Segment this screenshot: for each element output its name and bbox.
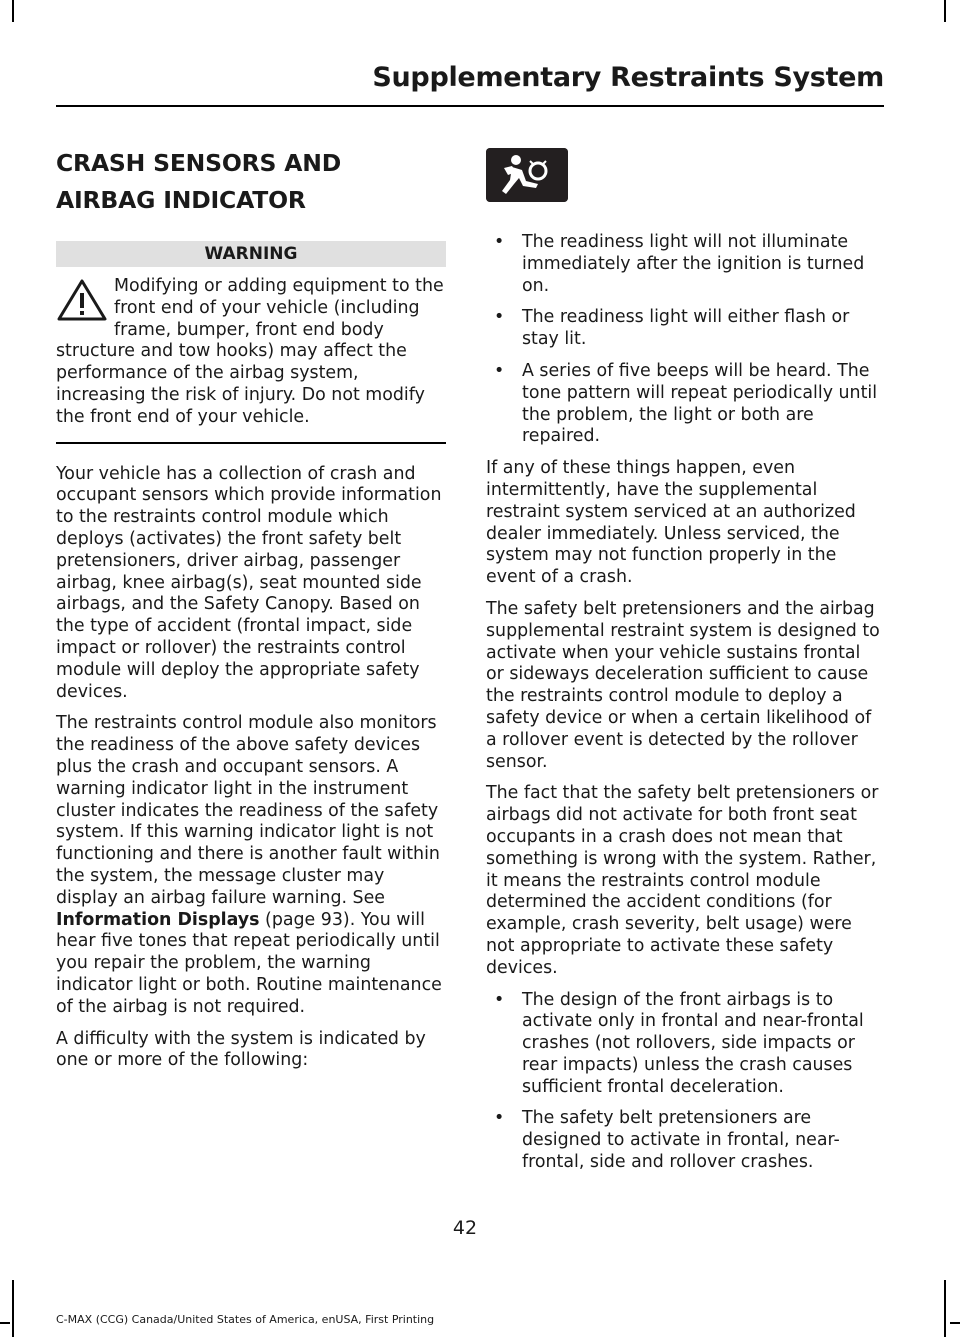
right-paragraph-2: The safety belt pretensioners and the airbag supplemental restraint system is designed to activate when your vehicle sustains frontal or sideways deceleration sufficient to cause the restraints control module to deploy a safety device or when a certain likelihood of a rollover event is detected by the rollover sensor.: [486, 598, 880, 772]
information-displays-link[interactable]: Information Displays: [56, 909, 260, 930]
section-title-line1: CRASH SENSORS AND: [56, 149, 342, 177]
left-paragraph-2-before: The restraints control module also monitors the readiness of the above safety devices plus the crash and occupant sensors. A warning indicator light in the instrument cluster indicates the readiness of the safety system. If this warning indicator light is not functioning and there is another fault within the system, the message cluster may display an airbag failure warning. See: [56, 713, 440, 908]
readiness-bullet-list: [486, 232, 880, 448]
warning-label: WARNING: [56, 241, 446, 267]
crop-mark-bottom-right-h: [950, 1322, 960, 1324]
list-item: • The readiness light will not illuminate immediately after the ignition is turned on.: [486, 232, 880, 297]
crop-mark-top-left: [12, 0, 14, 22]
section-title: [56, 145, 446, 219]
crop-mark-bottom-left: [12, 1280, 14, 1337]
activation-bullet-list: [486, 990, 880, 1174]
left-paragraph-2-after: (page 93). You will hear five tones that repeat periodically until you repair the problem, the warning indicator light or both. Routine maintenance of the airbag is not required.: [56, 909, 442, 1017]
right-paragraph-1: If any of these things happen, even intermittently, have the supplemental restraint system serviced at an authorized dealer immediately. Unless serviced, the system may not function properly in the event of a crash.: [486, 458, 856, 588]
left-paragraph-3: A difficulty with the system is indicated by one or more of the following:: [56, 1028, 426, 1071]
right-column: [486, 145, 880, 1184]
warning-box: [56, 241, 446, 444]
crop-mark-bottom-left-h: [0, 1322, 10, 1324]
page-header-title: Supplementary Restraints System: [372, 62, 884, 93]
right-paragraph-3: The fact that the safety belt pretensioners or airbags did not activate for both front seat occupants in a crash does not mean that something is wrong with the system. Rather, it means the restraints control module determined the accident conditions (for example, crash severity, belt usage) were not appropriate to activate these safety devices.: [486, 783, 879, 978]
left-paragraph-2: [56, 713, 446, 1018]
list-item: • The design of the front airbags is to activate only in frontal and near-frontal crashes (not rollovers, side impacts or rear impacts) unless the crash causes sufficient frontal deceleration.: [486, 990, 880, 1099]
footer-text: C-MAX (CCG) Canada/United States of America, enUSA, First Printing: [56, 1313, 435, 1326]
warning-text: Modifying or adding equipment to the front end of your vehicle (including frame, bumper, front end body structure and tow hooks) may affect the performance of the airbag system, increasing the risk of injury. Do not modify the front end of your vehicle.: [56, 276, 444, 427]
header-rule: [56, 105, 884, 107]
section-title-line2: AIRBAG INDICATOR: [56, 186, 306, 214]
page-number: 42: [452, 1217, 478, 1239]
list-item: • A series of five beeps will be heard. The tone pattern will repeat periodically until the problem, the light or both are repaired.: [486, 361, 880, 448]
warning-body: [56, 276, 446, 444]
list-item: • The safety belt pretensioners are designed to activate in frontal, near-frontal, side and rollover crashes.: [486, 1108, 880, 1173]
left-column: [56, 145, 446, 1082]
crop-mark-bottom-right: [944, 1280, 946, 1337]
crop-mark-top-right: [944, 0, 946, 22]
warning-triangle-icon: [56, 278, 108, 322]
list-item: • The readiness light will either flash or stay lit.: [486, 307, 880, 351]
airbag-indicator-icon: [486, 148, 568, 202]
left-paragraph-1: Your vehicle has a collection of crash and occupant sensors which provide information to the restraints control module which deploys (activates) the front safety belt pretensioners, driver airbag, passenger airbag, knee airbag(s), seat mounted side airbags, and the Safety Canopy. Based on the type of accident (frontal impact, side impact or rollover) the restraints control module will deploy the appropriate safety devices.: [56, 463, 442, 702]
